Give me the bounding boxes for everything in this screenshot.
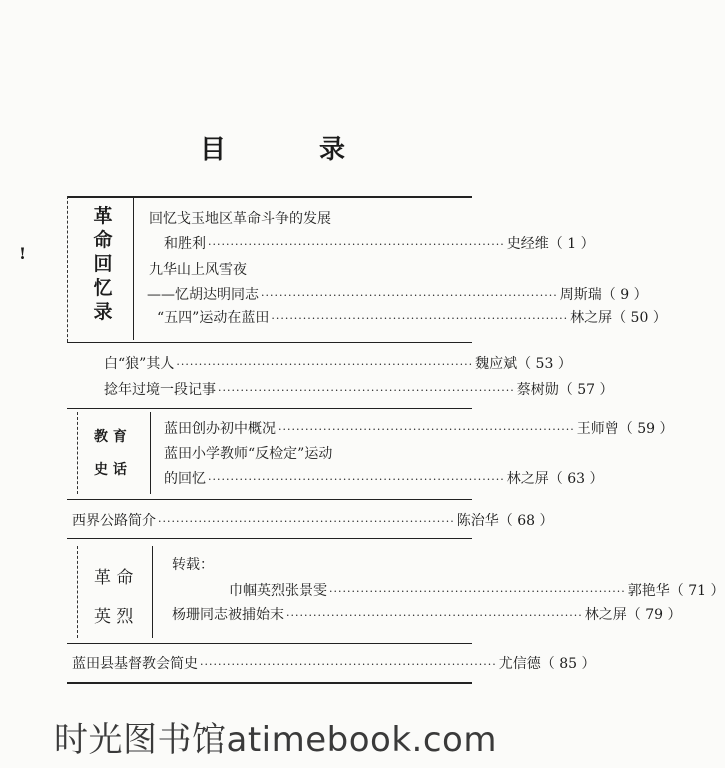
entry-author-page: 林之屏（ 50 ） xyxy=(570,310,667,326)
leader-dots: ·································································· xyxy=(271,312,569,325)
section-3-left-border xyxy=(77,412,78,494)
toc-entry xyxy=(229,582,725,601)
entry-title: 杨珊同志被捕始末 xyxy=(172,607,284,623)
section-1-bottom-rule xyxy=(67,342,472,343)
leader-dots: ·································································· xyxy=(218,384,515,397)
section-1-label-char: 录 xyxy=(93,301,113,323)
margin-mark: ! xyxy=(19,244,27,263)
toc-entry xyxy=(172,606,682,625)
watermark: 时光图书馆atimebook.com xyxy=(54,720,497,760)
section-3-divider xyxy=(150,412,151,494)
entry-title: 巾帼英烈张景雯 xyxy=(229,583,327,599)
leader-dots: ·································································· xyxy=(158,515,455,528)
section-6-bottom-rule xyxy=(67,682,472,684)
toc-entry xyxy=(164,420,674,439)
entry-author-page: 郭艳华（ 71 ） xyxy=(627,583,725,599)
entry-author-page: 魏应斌（ 53 ） xyxy=(475,356,572,372)
section-2-bottom-rule xyxy=(67,408,472,409)
section-1-label xyxy=(88,204,118,324)
entry-author-page: 史经维（ 1 ） xyxy=(506,236,595,252)
leader-dots: ·································································· xyxy=(278,423,575,436)
toc-entry xyxy=(164,445,332,463)
entry-title: 和胜利 xyxy=(164,236,206,252)
section-5-left-border xyxy=(77,546,78,638)
entry-author-page: 陈治华（ 68 ） xyxy=(456,513,554,529)
entry-title: ——忆胡达明同志 xyxy=(147,287,259,303)
entry-title: 蓝田创办初中概况 xyxy=(164,421,276,437)
leader-dots: ·································································· xyxy=(200,658,497,671)
section-3-bottom-rule xyxy=(67,499,472,500)
leader-dots: ·································································· xyxy=(261,289,558,302)
entry-title: 的回忆 xyxy=(164,471,206,487)
toc-entry xyxy=(72,655,596,674)
toc-entry xyxy=(104,381,614,400)
page-title: 目 录 xyxy=(199,135,388,165)
entry-title: “五四”运动在蓝田 xyxy=(157,310,270,326)
entry-title: 西界公路简介 xyxy=(72,513,156,529)
entry-title: 捻年过境一段记事 xyxy=(104,382,216,398)
leader-dots: ·································································· xyxy=(329,585,626,598)
section-1-left-border xyxy=(67,196,68,342)
entry-title: 白“狼”其人 xyxy=(104,356,175,372)
leader-dots: ·································································· xyxy=(176,358,474,371)
section-1-divider xyxy=(133,198,134,340)
section-5-heading: 转载： xyxy=(172,557,214,573)
entry-author-page: 王师曾（ 59 ） xyxy=(576,421,674,437)
toc-entry xyxy=(149,261,247,279)
section-5-label-bottom: 英 烈 xyxy=(94,607,134,627)
toc-entry xyxy=(149,210,331,228)
section-5-label-top: 革 命 xyxy=(94,568,134,588)
leader-dots: ·································································· xyxy=(208,238,505,251)
section-1-label-char: 革 xyxy=(93,205,113,227)
entry-title: 九华山上风雪夜 xyxy=(149,262,247,278)
toc-entry xyxy=(164,235,595,254)
section-5-bottom-rule xyxy=(67,643,472,644)
section-3-label-bottom: 史 话 xyxy=(94,462,127,478)
entry-author-page: 林之屏（ 79 ） xyxy=(584,607,682,623)
entry-author-page: 林之屏（ 63 ） xyxy=(506,471,604,487)
section-1-label-char: 回 xyxy=(93,253,113,275)
entry-author-page: 周斯瑞（ 9 ） xyxy=(559,287,648,303)
leader-dots: ·································································· xyxy=(208,473,505,486)
section-1-label-char: 命 xyxy=(93,229,113,251)
entry-author-page: 蔡树勋（ 57 ） xyxy=(516,382,614,398)
toc-entry xyxy=(147,286,648,305)
section-4-bottom-rule xyxy=(67,538,472,539)
entry-author-page: 尤信德（ 85 ） xyxy=(498,656,596,672)
toc-entry xyxy=(104,355,572,374)
section-1-label-char: 忆 xyxy=(93,277,113,299)
entry-title: 蓝田县基督教会简史 xyxy=(72,656,198,672)
section-5-divider xyxy=(152,546,153,638)
section-3-label-top: 教 育 xyxy=(94,429,127,445)
entry-title: 蓝田小学教师“反检定”运动 xyxy=(164,446,333,462)
leader-dots: ·································································· xyxy=(286,609,583,622)
toc-entry xyxy=(72,512,554,531)
section-1-top-rule xyxy=(67,196,472,198)
entry-title: 回忆戈玉地区革命斗争的发展 xyxy=(149,211,331,227)
toc-entry xyxy=(164,470,604,489)
toc-entry xyxy=(157,309,667,328)
